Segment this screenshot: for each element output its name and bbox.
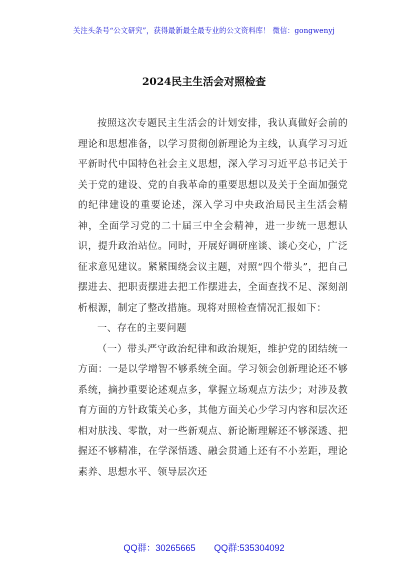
footer-qq-group-1: QQ群：30265665 (123, 543, 196, 553)
footer-contact (0, 541, 408, 554)
intro-paragraph: 按照这次专题民主生活会的计划安排，我认真做好会前的理论和思想准备，以学习贯彻创新理论为主线，认真学习习近平新时代中国特色社会主义思想，深入学习习近平总书记关于关于党的建设、党的自我革命的重要思想以及关于全面加强党的纪律建设的重要论述，深入学习中央政治局民主生活会精神，全面学习党的二十届三中全会精神，进一步统一思想认识，提升政治站位。同时，开展好调研座谈、谈心交心，广泛征求意见建议。紧紧围绕会议主题，对照“四个带头”，把自己摆进去、把职责摆进去把工作摆进去，全面查找不足、深刻剖析根源，制定了整改措施。现将对照检查情况汇报如下： (78, 118, 348, 314)
document-title: 2024民主生活会对照检查 (142, 76, 266, 88)
header-promo-text: 关注头条号“公文研究”，获得最新最全最专业的公文资料库！ 微信：gongwenyj (73, 26, 335, 35)
footer-qq-group-2: QQ群:535304092 (214, 543, 285, 553)
section-heading: 一、存在的主要问题 (97, 323, 187, 334)
problem-paragraph: （一）带头严守政治纪律和政治规矩，维护党的团结统一方面：一是以学增智不够系统全面。学习领会创新理论还不够系统，摘抄重要论述观点多，掌握立场观点方法少；对涉及教育方面的方针政策关心多，其他方面关心少学习内容和层次还相对肤浅、零散，对一些新观点、新论断理解还不够深透、把握还不够精准，在学深悟透、融会贯通上还有不小差距，理论素养、思想水平、领导层次还 (78, 343, 348, 478)
document-body (78, 114, 348, 483)
